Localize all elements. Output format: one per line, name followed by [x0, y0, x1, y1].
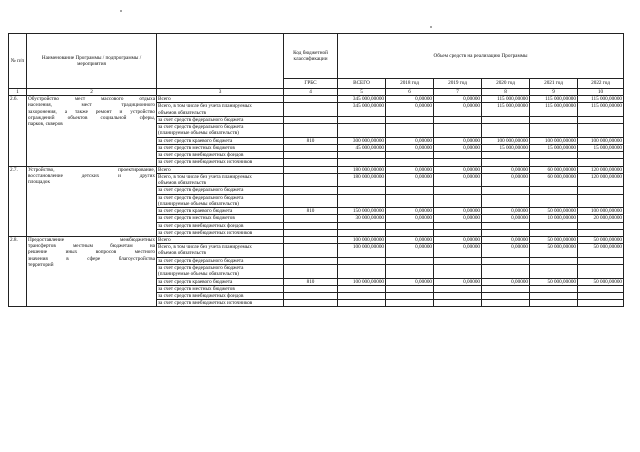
year-value: 0,00000 [482, 173, 530, 187]
year-value [530, 229, 578, 236]
col-year-header: 2018 год [386, 79, 434, 89]
year-value: 60 000,00000 [530, 173, 578, 187]
col-number: 1 [9, 89, 27, 96]
year-value [578, 187, 624, 194]
year-value [482, 194, 530, 208]
year-value [386, 293, 434, 300]
funding-source-line: Всего, в том числе без учета планируемых [158, 103, 252, 110]
year-value [530, 152, 578, 159]
funding-source-line: за счет средств местных бюджетов [158, 285, 235, 292]
year-value: 115 000,00000 [578, 96, 624, 103]
year-value: 0,00000 [386, 166, 434, 173]
funding-source-line: за счет средств федерального бюджета [158, 194, 244, 201]
year-value [530, 159, 578, 166]
col-year-header: 2021 год [530, 79, 578, 89]
funding-source-line: (планируемые объемы обязательств) [158, 200, 239, 207]
year-value: 115 000,00000 [482, 103, 530, 117]
year-value [386, 152, 434, 159]
year-value [578, 117, 624, 124]
funding-source-line: за счет средств федерального бюджета [158, 265, 244, 272]
grbs-code: 810 [284, 208, 338, 215]
year-value: 0,00000 [482, 278, 530, 285]
grbs-code [284, 159, 338, 166]
funding-source [157, 278, 284, 285]
year-value: 0,00000 [386, 244, 434, 258]
year-value: 10 000,00000 [530, 215, 578, 222]
year-value [530, 300, 578, 307]
year-value [434, 159, 482, 166]
funding-source-line: Всего, в том числе без учета планируемых [158, 173, 252, 180]
year-value: 50 000,00000 [530, 278, 578, 285]
funding-source [157, 152, 284, 159]
year-value [482, 285, 530, 292]
funding-source [157, 293, 284, 300]
funding-source-line: Всего [158, 166, 171, 173]
year-value [530, 187, 578, 194]
budget-table [8, 33, 624, 307]
total-value: 180 000,00000 [338, 166, 386, 173]
year-value: 15 000,00000 [482, 145, 530, 152]
year-value [386, 117, 434, 124]
year-value [530, 285, 578, 292]
year-value [530, 265, 578, 279]
funding-source-line: (планируемые объемы обязательств) [158, 130, 239, 137]
year-value: 115 000,00000 [530, 103, 578, 117]
funding-source [157, 215, 284, 222]
year-value [578, 222, 624, 229]
year-value [530, 124, 578, 138]
year-value: 100 000,00000 [530, 137, 578, 144]
funding-source-line: за счет средств местных бюджетов [158, 215, 235, 222]
total-value: 150 000,00000 [338, 208, 386, 215]
year-value [386, 222, 434, 229]
funding-source [157, 300, 284, 307]
year-value [578, 265, 624, 279]
year-value [434, 285, 482, 292]
year-value [434, 265, 482, 279]
measure-name-line: населения, мест традиционного [28, 102, 155, 109]
total-value: 100 000,00000 [338, 237, 386, 244]
funding-source-line: за счет средств внебюджетных источников [158, 229, 253, 236]
total-value [338, 159, 386, 166]
grbs-code [284, 117, 338, 124]
measure-name-line: восстановление детских и других [28, 172, 155, 179]
grbs-code [284, 265, 338, 279]
col-number: 7 [434, 89, 482, 96]
measure-name-line: площадок [28, 179, 51, 186]
year-value: 0,00000 [434, 103, 482, 117]
funding-source-line: за счет средств краевого бюджета [158, 137, 233, 144]
year-value [434, 187, 482, 194]
col-number: 9 [530, 89, 578, 96]
year-value: 0,00000 [434, 237, 482, 244]
measure-name [27, 166, 157, 236]
grbs-code [284, 215, 338, 222]
funding-source-line: Всего, в том числе без учета планируемых [158, 244, 252, 251]
year-value [578, 300, 624, 307]
funding-source-line: объемов обязательств [158, 109, 206, 116]
year-value: 0,00000 [386, 173, 434, 187]
col-number: 4 [284, 89, 338, 96]
year-value: 0,00000 [386, 137, 434, 144]
year-value [386, 285, 434, 292]
funding-source-line: за счет средств федерального бюджета [158, 124, 244, 131]
year-value: 20 000,00000 [578, 215, 624, 222]
grbs-code [284, 166, 338, 173]
measure-name [27, 237, 157, 307]
funding-source-line: за счет средств федерального бюджета [158, 117, 244, 123]
year-value [530, 117, 578, 124]
funding-source-line: за счет средств краевого бюджета [158, 208, 233, 215]
funding-source-line: за счет средств федерального бюджета [158, 187, 244, 194]
row-number: 2.6. [9, 96, 27, 166]
scan-speck [430, 26, 432, 28]
grbs-code [284, 145, 338, 152]
col-number: 5 [338, 89, 386, 96]
total-value [338, 222, 386, 229]
year-value: 0,00000 [386, 145, 434, 152]
total-value [338, 229, 386, 236]
year-value: 50 000,00000 [530, 244, 578, 258]
col-year-header: 2022 год [578, 79, 624, 89]
year-value [482, 293, 530, 300]
total-value: 30 000,00000 [338, 215, 386, 222]
year-value [482, 187, 530, 194]
row-number: 2.7. [9, 166, 27, 236]
col-volume-header: Объем средств на реализацию Программы [338, 34, 624, 79]
funding-source-line: (планируемые объемы обязательств) [158, 271, 239, 278]
year-value [434, 293, 482, 300]
grbs-code [284, 124, 338, 138]
year-value [482, 222, 530, 229]
funding-source-line: за счет средств внебюджетных фондов [158, 222, 244, 229]
col-year-header: 2020 год [482, 79, 530, 89]
year-value: 50 000,00000 [530, 208, 578, 215]
year-value [482, 152, 530, 159]
year-value [482, 257, 530, 264]
total-value [338, 257, 386, 264]
year-value [482, 117, 530, 124]
year-value: 0,00000 [434, 173, 482, 187]
year-value [578, 285, 624, 292]
year-value: 0,00000 [434, 96, 482, 103]
col-number: 6 [386, 89, 434, 96]
total-value: 100 000,00000 [338, 244, 386, 258]
funding-source-line: Всего [158, 237, 171, 244]
year-value: 100 000,00000 [578, 208, 624, 215]
year-value: 60 000,00000 [530, 166, 578, 173]
measure-name-line: Обустройство мест массового отдыха [28, 96, 155, 103]
col-number: 3 [157, 89, 284, 96]
funding-source [157, 159, 284, 166]
col-year-header: 2019 год [434, 79, 482, 89]
col-num-header: № п/п [9, 34, 27, 89]
col-source-header [157, 34, 284, 89]
grbs-code: 810 [284, 278, 338, 285]
grbs-code [284, 300, 338, 307]
grbs-code [284, 257, 338, 264]
year-value: 0,00000 [434, 145, 482, 152]
year-value: 115 000,00000 [530, 96, 578, 103]
year-value [578, 124, 624, 138]
col-number: 10 [578, 89, 624, 96]
year-value: 0,00000 [482, 208, 530, 215]
funding-source-line: за счет средств внебюджетных источников [158, 159, 253, 166]
table-row [9, 237, 624, 244]
measure-name-line: территорий [28, 261, 54, 268]
year-value [386, 265, 434, 279]
funding-source-line: объемов обязательств [158, 180, 206, 187]
funding-source-line: за счет средств внебюджетных фондов [158, 293, 244, 300]
year-value [434, 152, 482, 159]
year-value [386, 187, 434, 194]
funding-source [157, 265, 284, 279]
year-value: 115 000,00000 [578, 103, 624, 117]
grbs-code [284, 237, 338, 244]
funding-source [157, 229, 284, 236]
measure-name-line: Предоставление межбюджетных [28, 237, 155, 244]
funding-source [157, 187, 284, 194]
measure-name-line: захоронения, а также ремонт и устройство [28, 108, 155, 115]
year-value: 0,00000 [434, 215, 482, 222]
total-value [338, 124, 386, 138]
col-number: 2 [27, 89, 157, 96]
measure-name-line: трансфертов местным бюджетам на [28, 243, 155, 250]
measure-name-line: решение иных вопросов местного [28, 249, 155, 256]
funding-source-line: Всего [158, 96, 171, 103]
year-value: 50 000,00000 [578, 278, 624, 285]
col-grbs-header: ГРБС [284, 79, 338, 89]
grbs-code: 810 [284, 137, 338, 144]
funding-source [157, 124, 284, 138]
year-value [434, 222, 482, 229]
year-value: 0,00000 [434, 208, 482, 215]
year-value [578, 194, 624, 208]
year-value [386, 257, 434, 264]
year-value: 0,00000 [482, 215, 530, 222]
total-value [338, 117, 386, 124]
grbs-code [284, 222, 338, 229]
year-value: 100 000,00000 [578, 137, 624, 144]
funding-source-line: объемов обязательств [158, 250, 206, 257]
grbs-code [284, 194, 338, 208]
funding-source [157, 137, 284, 144]
col-total-header: ВСЕГО [338, 79, 386, 89]
year-value [434, 124, 482, 138]
year-value [578, 257, 624, 264]
total-value [338, 285, 386, 292]
year-value: 0,00000 [386, 208, 434, 215]
funding-source-line: за счет средств федерального бюджета [158, 257, 244, 264]
funding-source-line: за счет средств местных бюджетов [158, 145, 235, 151]
year-value: 0,00000 [434, 278, 482, 285]
total-value: 100 000,00000 [338, 278, 386, 285]
grbs-code [284, 152, 338, 159]
total-value [338, 187, 386, 194]
grbs-code [284, 96, 338, 103]
year-value: 0,00000 [482, 237, 530, 244]
funding-source-line: за счет средств внебюджетных источников [158, 300, 253, 307]
year-value [434, 194, 482, 208]
year-value [482, 265, 530, 279]
funding-source [157, 244, 284, 258]
measure-name-line: значения в сфере благоустройства [28, 255, 155, 262]
total-value: 45 000,00000 [338, 145, 386, 152]
total-value: 345 000,00000 [338, 96, 386, 103]
year-value: 115 000,00000 [482, 96, 530, 103]
year-value: 0,00000 [482, 244, 530, 258]
table-row [9, 166, 624, 173]
year-value: 0,00000 [386, 96, 434, 103]
measure-name [27, 96, 157, 166]
col-number: 8 [482, 89, 530, 96]
funding-source-line: за счет средств внебюджетных фондов [158, 152, 244, 159]
grbs-code [284, 229, 338, 236]
funding-source [157, 222, 284, 229]
year-value [386, 194, 434, 208]
year-value: 15 000,00000 [578, 145, 624, 152]
scan-speck [120, 10, 122, 12]
year-value [578, 152, 624, 159]
year-value [530, 194, 578, 208]
funding-source [157, 237, 284, 244]
year-value: 0,00000 [386, 103, 434, 117]
year-value: 0,00000 [482, 166, 530, 173]
total-value [338, 300, 386, 307]
total-value [338, 265, 386, 279]
total-value [338, 152, 386, 159]
total-value: 345 000,00000 [338, 103, 386, 117]
total-value [338, 194, 386, 208]
col-name-header: Наименование Программы / подпрограммы / мероприятия [27, 34, 157, 89]
funding-source [157, 208, 284, 215]
year-value: 0,00000 [434, 166, 482, 173]
grbs-code [284, 187, 338, 194]
row-number: 2.8. [9, 237, 27, 307]
funding-source [157, 194, 284, 208]
measure-name-line: Устройство, проектирование, [28, 166, 155, 173]
total-value: 180 000,00000 [338, 173, 386, 187]
year-value: 0,00000 [386, 215, 434, 222]
funding-source [157, 173, 284, 187]
funding-source [157, 103, 284, 117]
year-value [386, 300, 434, 307]
funding-source-line: за счет средств краевого бюджета [158, 278, 233, 285]
year-value: 0,00000 [434, 244, 482, 258]
grbs-code [284, 285, 338, 292]
grbs-code [284, 293, 338, 300]
year-value [434, 257, 482, 264]
grbs-code [284, 244, 338, 258]
year-value [578, 229, 624, 236]
year-value [578, 293, 624, 300]
year-value [578, 159, 624, 166]
year-value: 50 000,00000 [578, 244, 624, 258]
table-row [9, 96, 624, 103]
grbs-code [284, 103, 338, 117]
year-value [386, 124, 434, 138]
year-value: 15 000,00000 [530, 145, 578, 152]
year-value: 120 000,00000 [578, 166, 624, 173]
year-value [482, 300, 530, 307]
funding-source [157, 166, 284, 173]
total-value: 300 000,00000 [338, 137, 386, 144]
year-value: 0,00000 [386, 278, 434, 285]
total-value [338, 293, 386, 300]
year-value [530, 257, 578, 264]
year-value: 0,00000 [434, 137, 482, 144]
funding-source [157, 145, 284, 152]
year-value: 0,00000 [386, 237, 434, 244]
year-value [434, 117, 482, 124]
year-value [434, 229, 482, 236]
measure-name-line: ограждений объектов социальной сферы, [28, 114, 155, 121]
year-value: 50 000,00000 [578, 237, 624, 244]
year-value [386, 159, 434, 166]
year-value [530, 293, 578, 300]
year-value [434, 300, 482, 307]
grbs-code [284, 173, 338, 187]
year-value: 50 000,00000 [530, 237, 578, 244]
funding-source [157, 117, 284, 124]
funding-source [157, 285, 284, 292]
measure-name-line: парков, скверов [28, 121, 63, 128]
year-value [482, 229, 530, 236]
funding-source [157, 257, 284, 264]
col-kbk-header: Код бюджетной классификации [284, 34, 338, 79]
funding-source [157, 96, 284, 103]
year-value [530, 222, 578, 229]
year-value [482, 159, 530, 166]
year-value: 100 000,00000 [482, 137, 530, 144]
year-value [386, 229, 434, 236]
year-value: 120 000,00000 [578, 173, 624, 187]
year-value [482, 124, 530, 138]
